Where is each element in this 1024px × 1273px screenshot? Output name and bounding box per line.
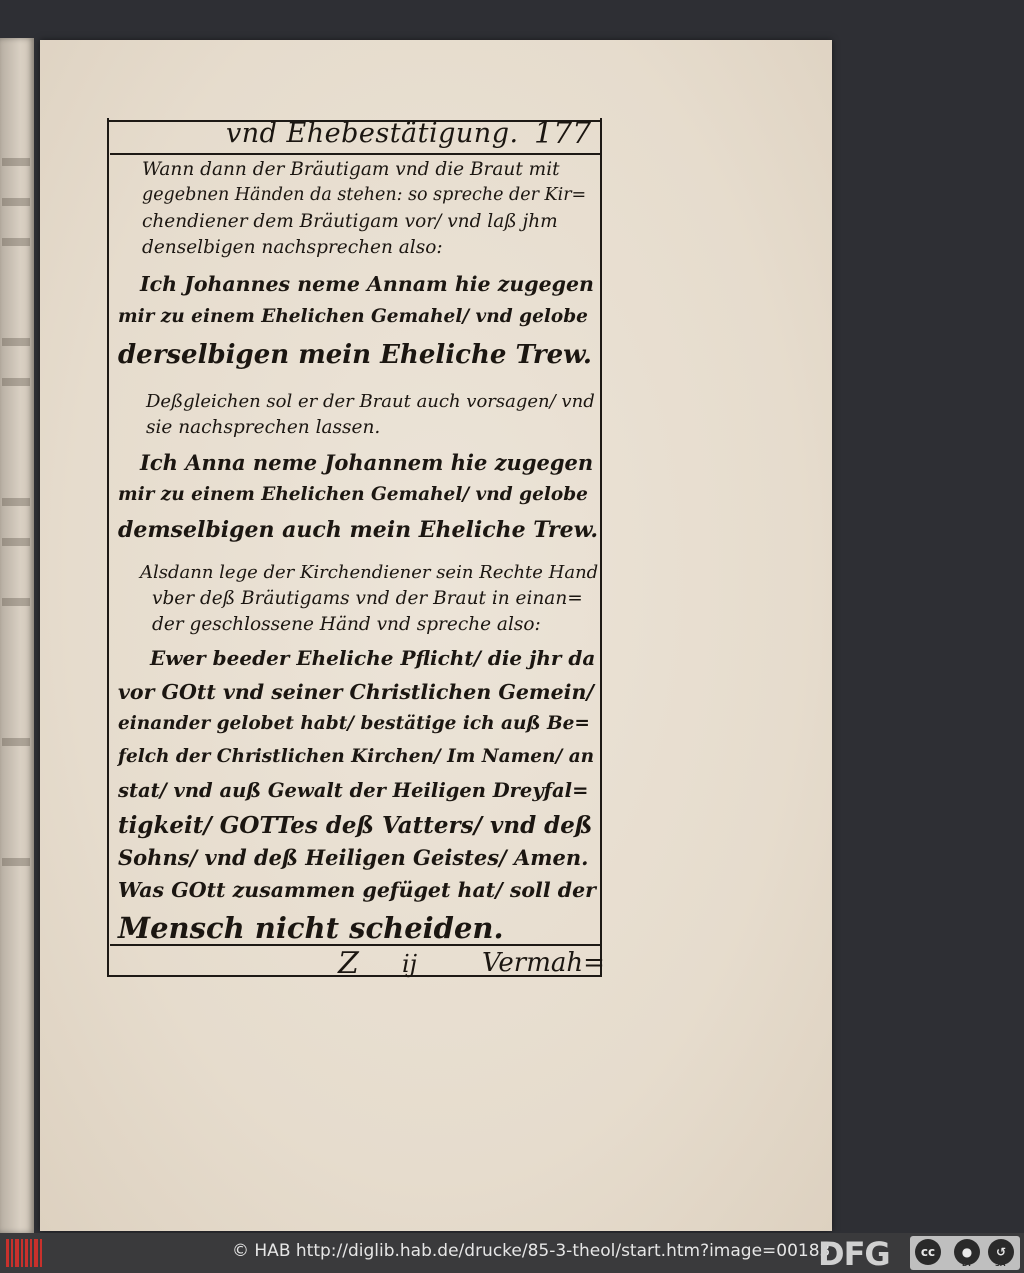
license-by-label: BY	[962, 1260, 973, 1268]
text-line: tigkeit/ GOTTes deß Vatters/ vnd deß	[118, 812, 593, 839]
frame-left-rule	[107, 118, 109, 976]
text-line: Mensch nicht scheiden.	[118, 911, 504, 945]
rubric-line: sie nachsprechen lassen.	[146, 417, 381, 438]
rubric-line: Deßgleichen sol er der Braut auch vorsagen/ vnd	[146, 391, 595, 412]
signature-number: ij	[402, 950, 418, 978]
text-line: Ich Anna neme Johannem hie zugegen	[140, 450, 594, 475]
rubric-line: chendiener dem Bräutigam vor/ vnd laß jhm	[142, 211, 558, 232]
rubric-line: Wann dann der Bräutigam vnd die Braut mit	[142, 159, 560, 180]
dfg-logo: DFG	[818, 1235, 890, 1273]
catchword: Vermah=	[482, 948, 605, 978]
text-line: Sohns/ vnd deß Heiligen Geistes/ Amen.	[118, 845, 589, 870]
text-line: demselbigen auch mein Eheliche Trew.	[118, 517, 599, 543]
cc-license-badge[interactable]	[910, 1236, 1020, 1270]
previous-page-edge	[0, 38, 34, 1233]
attribution-icon: ●	[954, 1239, 980, 1265]
license-sa-label: SA	[995, 1260, 1006, 1268]
text-line: Ich Johannes neme Annam hie zugegen	[140, 272, 594, 296]
signature-mark: Z	[338, 946, 359, 981]
text-line: felch der Christlichen Kirchen/ Im Namen/ an	[118, 746, 595, 767]
rubric-line: Alsdann lege der Kirchendiener sein Rechte Hand	[140, 562, 599, 583]
text-line: stat/ vnd auß Gewalt der Heiligen Dreyfal=	[118, 779, 589, 802]
text-line: mir zu einem Ehelichen Gemahel/ vnd gelobe	[118, 484, 588, 505]
text-line: mir zu einem Ehelichen Gemahel/ vnd gelobe	[118, 306, 588, 327]
frame-right-rule	[600, 118, 602, 976]
rubric-line: denselbigen nachsprechen also:	[142, 237, 443, 258]
viewer-footer	[0, 1233, 1024, 1273]
rubric-line: gegebnen Händen da stehen: so spreche der Kir=	[142, 185, 587, 205]
header-rule	[110, 153, 602, 155]
hab-barcode-icon	[6, 1239, 42, 1267]
rubric-line: vber deß Bräutigams vnd der Braut in einan=	[152, 588, 583, 609]
copyright-link[interactable]: © HAB http://diglib.hab.de/drucke/85-3-theol/start.htm?image=00183	[232, 1241, 831, 1261]
text-line: einander gelobet habt/ bestätige ich auß Be=	[118, 713, 590, 734]
text-line: vor GOtt vnd seiner Christlichen Gemein/	[118, 680, 594, 704]
page-number: 177	[534, 116, 592, 151]
text-line: Was GOtt zusammen gefüget hat/ soll der	[118, 878, 596, 902]
rubric-line: der geschlossene Händ vnd spreche also:	[152, 614, 541, 635]
running-head: vnd Ehebestätigung.	[226, 118, 519, 149]
cc-icon: cc	[915, 1239, 941, 1265]
share-alike-icon: ↺	[988, 1239, 1014, 1265]
text-line: derselbigen mein Eheliche Trew.	[118, 340, 592, 370]
text-line: Ewer beeder Eheliche Pflicht/ die jhr da	[150, 646, 596, 670]
